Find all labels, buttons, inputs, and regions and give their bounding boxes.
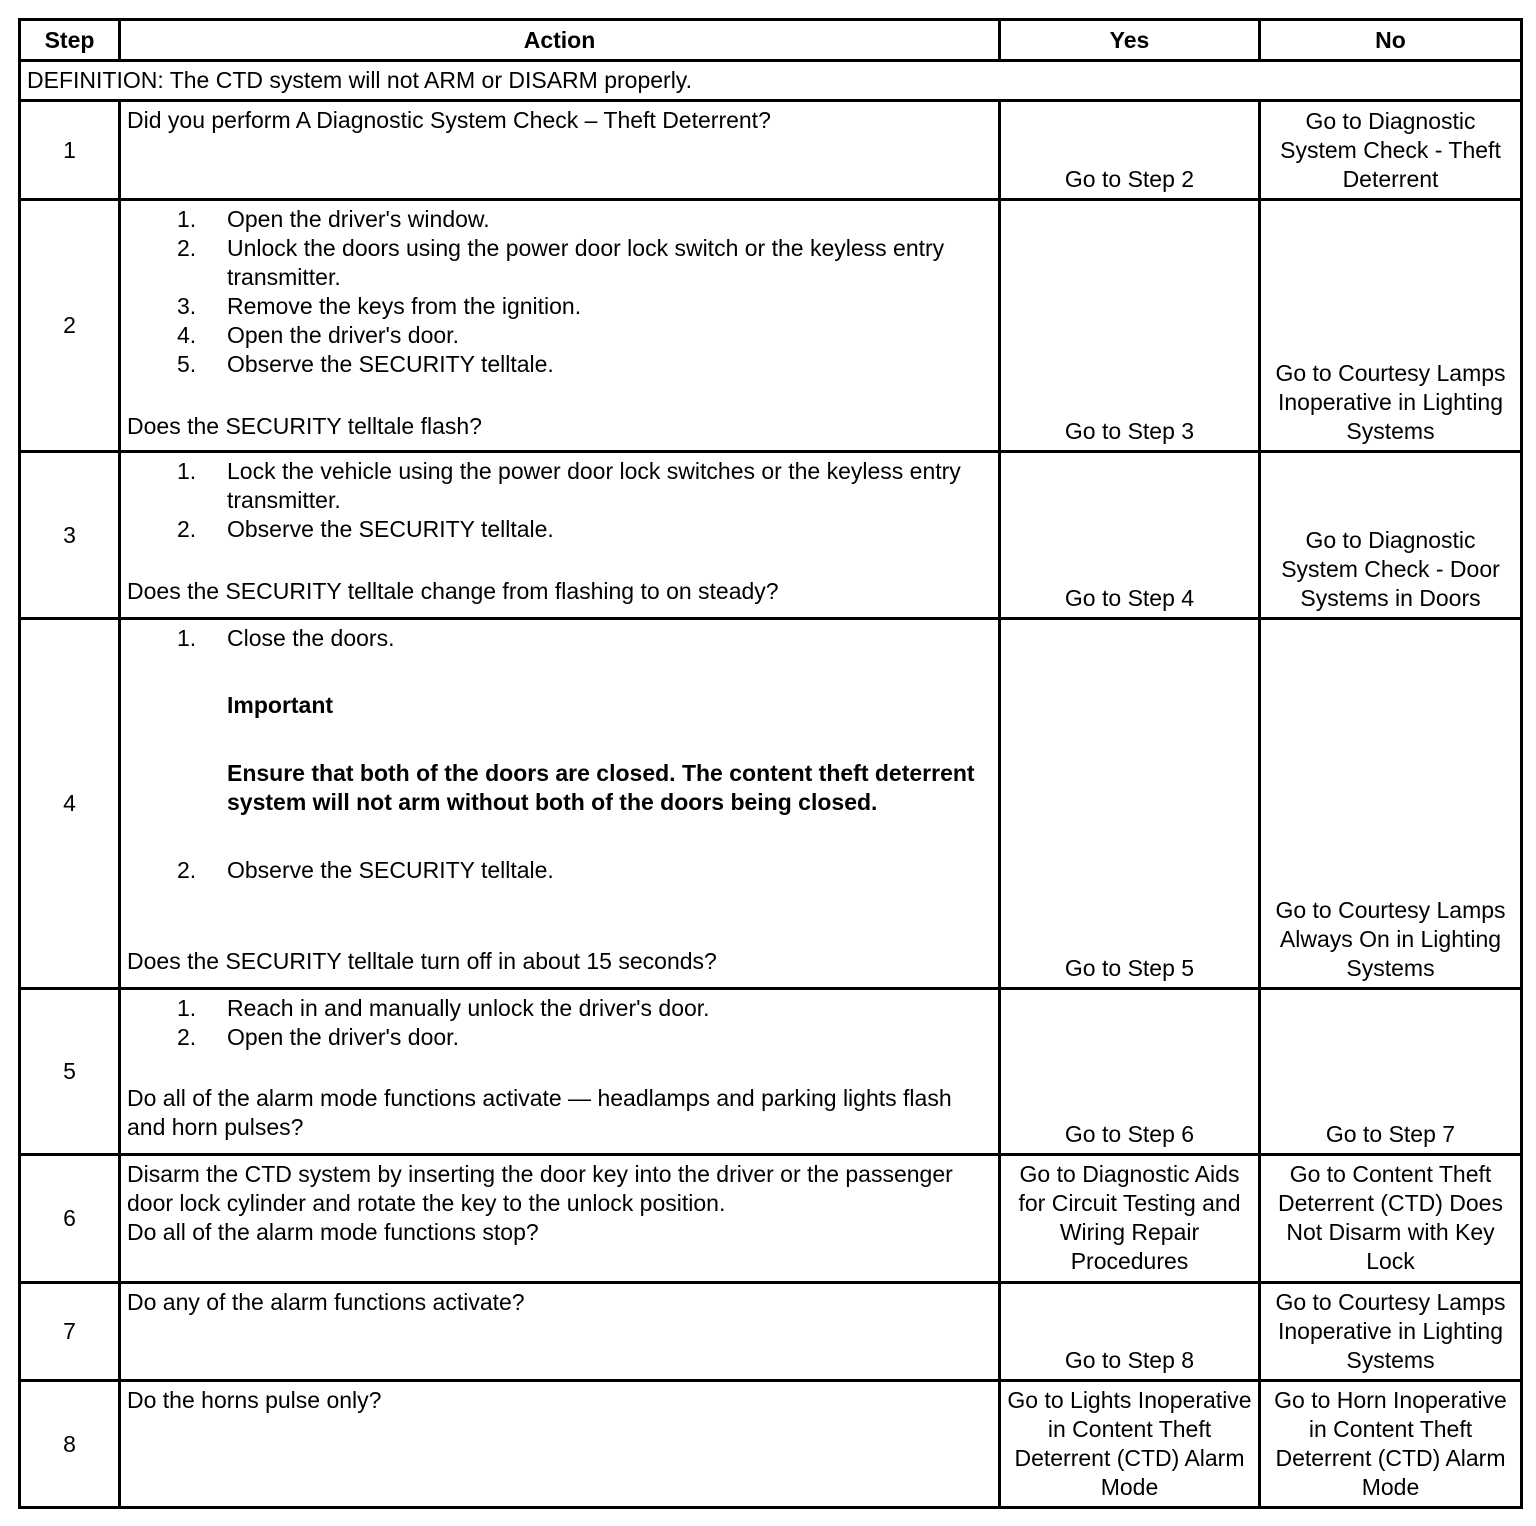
list-item: 2. Open the driver's door. [177,1024,459,1050]
diagnostic-table [18,18,1523,1509]
table-row [20,200,1522,452]
action-question: Do all of the alarm mode functions stop? [127,1219,539,1245]
yes-result: Go to Step 6 [1000,989,1260,1155]
table-row [20,1283,1522,1381]
table-row [20,452,1522,619]
step-number: 1 [20,101,120,200]
list-item: 1. Close the doors. [177,625,395,651]
yes-result: Go to Step 4 [1000,452,1260,619]
no-result: Go to Step 7 [1260,989,1522,1155]
header-no: No [1260,20,1522,61]
action-question: Does the SECURITY telltale turn off in about 15 seconds? [127,948,717,974]
yes-result: Go to Step 8 [1000,1283,1260,1381]
action-question: Did you perform A Diagnostic System Check – Theft Deterrent? [120,101,1000,200]
list-item: 1. Lock the vehicle using the power door lock switches or the keyless entry transmitter. [177,458,961,513]
table-row [20,101,1522,200]
action-cell [120,200,1000,452]
step-number: 3 [20,452,120,619]
action-question: Do all of the alarm mode functions activate — headlamps and parking lights flash and horn pulses? [127,1085,952,1140]
action-text: Disarm the CTD system by inserting the door key into the driver or the passenger door lock cylinder and rotate the key to the unlock position. [127,1161,953,1216]
step-number: 6 [20,1155,120,1283]
no-result: Go to Diagnostic System Check - Theft Deterrent [1260,101,1522,200]
important-text: Ensure that both of the doors are closed. The content theft deterrent system will not arm without both of the doors being closed. [227,760,975,815]
table-row [20,989,1522,1155]
list-item: 1. Open the driver's window. [177,206,490,232]
yes-result: Go to Step 3 [1000,200,1260,452]
action-question: Does the SECURITY telltale change from flashing to on steady? [127,578,779,604]
list-item: 4. Open the driver's door. [177,322,459,348]
step-number: 4 [20,619,120,989]
definition: DEFINITION: The CTD system will not ARM or DISARM properly. [20,61,1522,101]
action-list [127,994,992,1052]
action-cell [120,619,1000,989]
important-title: Important [227,692,334,718]
no-result: Go to Courtesy Lamps Inoperative in Lighting Systems [1260,1283,1522,1381]
step-number: 2 [20,200,120,452]
action-cell [120,452,1000,619]
no-result: Go to Courtesy Lamps Inoperative in Lighting Systems [1260,200,1522,452]
list-item: 2. Observe the SECURITY telltale. [177,516,554,542]
table-row [20,1155,1522,1283]
action-list [127,856,992,885]
action-question: Do the horns pulse only? [120,1381,1000,1508]
action-list [127,624,992,653]
table-row [20,619,1522,989]
definition-row [20,61,1522,101]
action-list [127,205,992,379]
no-result: Go to Courtesy Lamps Always On in Lighting Systems [1260,619,1522,989]
no-result: Go to Horn Inoperative in Content Theft Deterrent (CTD) Alarm Mode [1260,1381,1522,1508]
yes-result: Go to Step 2 [1000,101,1260,200]
yes-result: Go to Diagnostic Aids for Circuit Testing and Wiring Repair Procedures [1000,1155,1260,1283]
list-item: 1. Reach in and manually unlock the driver's door. [177,995,710,1021]
yes-result: Go to Lights Inoperative in Content Theft Deterrent (CTD) Alarm Mode [1000,1381,1260,1508]
list-item: 2. Unlock the doors using the power door lock switch or the keyless entry transmitter. [177,235,945,290]
header-yes: Yes [1000,20,1260,61]
list-item: 5. Observe the SECURITY telltale. [177,351,554,377]
action-cell [120,989,1000,1155]
action-question: Do any of the alarm functions activate? [120,1283,1000,1381]
header-step: Step [20,20,120,61]
step-number: 8 [20,1381,120,1508]
step-number: 5 [20,989,120,1155]
action-cell [120,1155,1000,1283]
list-item: 3. Remove the keys from the ignition. [177,293,582,319]
yes-result: Go to Step 5 [1000,619,1260,989]
no-result: Go to Content Theft Deterrent (CTD) Does Not Disarm with Key Lock [1260,1155,1522,1283]
list-item: 2. Observe the SECURITY telltale. [177,857,554,883]
header-action: Action [120,20,1000,61]
no-result: Go to Diagnostic System Check - Door Systems in Doors [1260,452,1522,619]
action-list [127,457,992,544]
step-number: 7 [20,1283,120,1381]
action-question: Does the SECURITY telltale flash? [127,413,482,439]
table-row [20,1381,1522,1508]
header-row [20,20,1522,61]
